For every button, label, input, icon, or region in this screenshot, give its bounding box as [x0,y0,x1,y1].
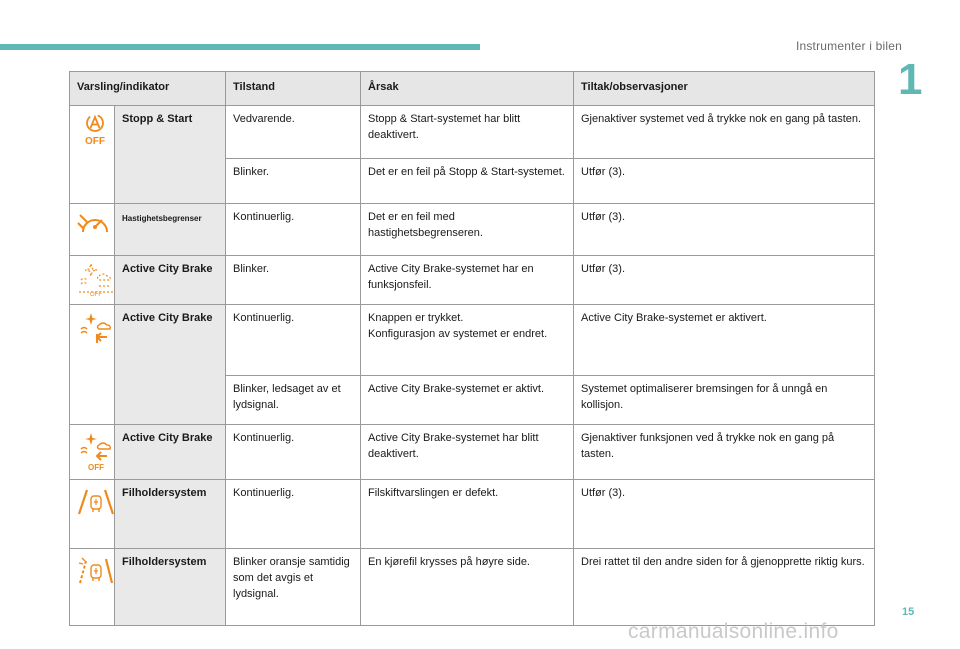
indicator-name: Active City Brake [115,425,226,480]
page-number: 15 [902,606,915,618]
icon-cell [70,204,115,256]
action-cell: Utfør (3). [574,480,875,549]
active-city-brake-off-icon [77,431,115,471]
indicator-name: Filholdersystem [115,549,226,626]
indicator-name: Hastighetsbegrenser [115,204,226,256]
table-row [70,256,875,305]
cause-cell: En kjørefil krysses på høyre side. [361,549,574,626]
svg-text:OFF: OFF [88,463,104,471]
indicator-name: Stopp & Start [115,106,226,204]
action-cell: Utfør (3). [574,159,875,204]
lane-departure-icon [77,555,115,585]
cause-cell: Det er en feil på Stopp & Start-systemet. [361,159,574,204]
table-row [70,305,875,376]
cause-cell: Active City Brake-systemet har blitt deaktivert. [361,425,574,480]
active-city-brake-fault-icon [77,262,115,298]
svg-text:OFF: OFF [90,292,102,298]
column-header-indicator: Varsling/indikator [70,72,226,106]
action-cell: Drei rattet til den andre siden for å gjenopprette riktig kurs. [574,549,875,626]
active-city-brake-icon [77,311,115,345]
table-row [70,204,875,256]
cause-cell: Active City Brake-systemet har en funksjonsfeil. [361,256,574,305]
cause-cell: Active City Brake-systemet er aktivt. [361,376,574,425]
action-cell: Utfør (3). [574,256,875,305]
state-cell: Kontinuerlig. [226,204,361,256]
action-cell: Gjenaktiver funksjonen ved å trykke nok en gang på tasten. [574,425,875,480]
warning-indicator-table [69,71,875,626]
lane-departure-fault-icon [77,486,115,516]
table-header-row [70,72,875,106]
cause-cell: Det er en feil med hastighetsbegrenseren. [361,204,574,256]
svg-text:OFF: OFF [85,136,105,147]
header-accent-bar [0,44,480,50]
indicator-name: Filholdersystem [115,480,226,549]
cause-cell: Filskiftvarslingen er defekt. [361,480,574,549]
icon-cell [70,106,115,204]
cause-cell: Stopp & Start-systemet har blitt deaktivert. [361,106,574,159]
table-row [70,425,875,480]
header-title: Instrumenter i bilen [795,39,902,53]
action-cell: Utfør (3). [574,204,875,256]
icon-cell [70,425,115,480]
column-header-action: Tiltak/observasjoner [574,72,875,106]
action-cell: Active City Brake-systemet er aktivert. [574,305,875,376]
table-row [70,480,875,549]
speed-limiter-icon [77,210,113,240]
state-cell: Blinker. [226,159,361,204]
indicator-name: Active City Brake [115,256,226,305]
action-cell: Gjenaktiver systemet ved å trykke nok en gang på tasten. [574,106,875,159]
table-row [70,106,875,159]
state-cell: Blinker. [226,256,361,305]
icon-cell [70,305,115,425]
state-cell: Kontinuerlig. [226,305,361,376]
state-cell: Kontinuerlig. [226,425,361,480]
state-cell: Kontinuerlig. [226,480,361,549]
cause-cell: Knappen er trykket. Konfigurasjon av systemet er endret. [361,305,574,376]
stop-start-off-icon [77,112,113,148]
table-row [70,549,875,626]
indicator-name: Active City Brake [115,305,226,425]
watermark-text: carmanualsonline.info [628,620,839,643]
chapter-number: 1 [898,55,923,104]
state-cell: Blinker oransje samtidig som det avgis et lydsignal. [226,549,361,626]
action-cell: Systemet optimaliserer bremsingen for å unngå en kollisjon. [574,376,875,425]
icon-cell [70,549,115,626]
icon-cell [70,256,115,305]
state-cell: Vedvarende. [226,106,361,159]
column-header-cause: Årsak [361,72,574,106]
column-header-state: Tilstand [226,72,361,106]
icon-cell [70,480,115,549]
state-cell: Blinker, ledsaget av et lydsignal. [226,376,361,425]
